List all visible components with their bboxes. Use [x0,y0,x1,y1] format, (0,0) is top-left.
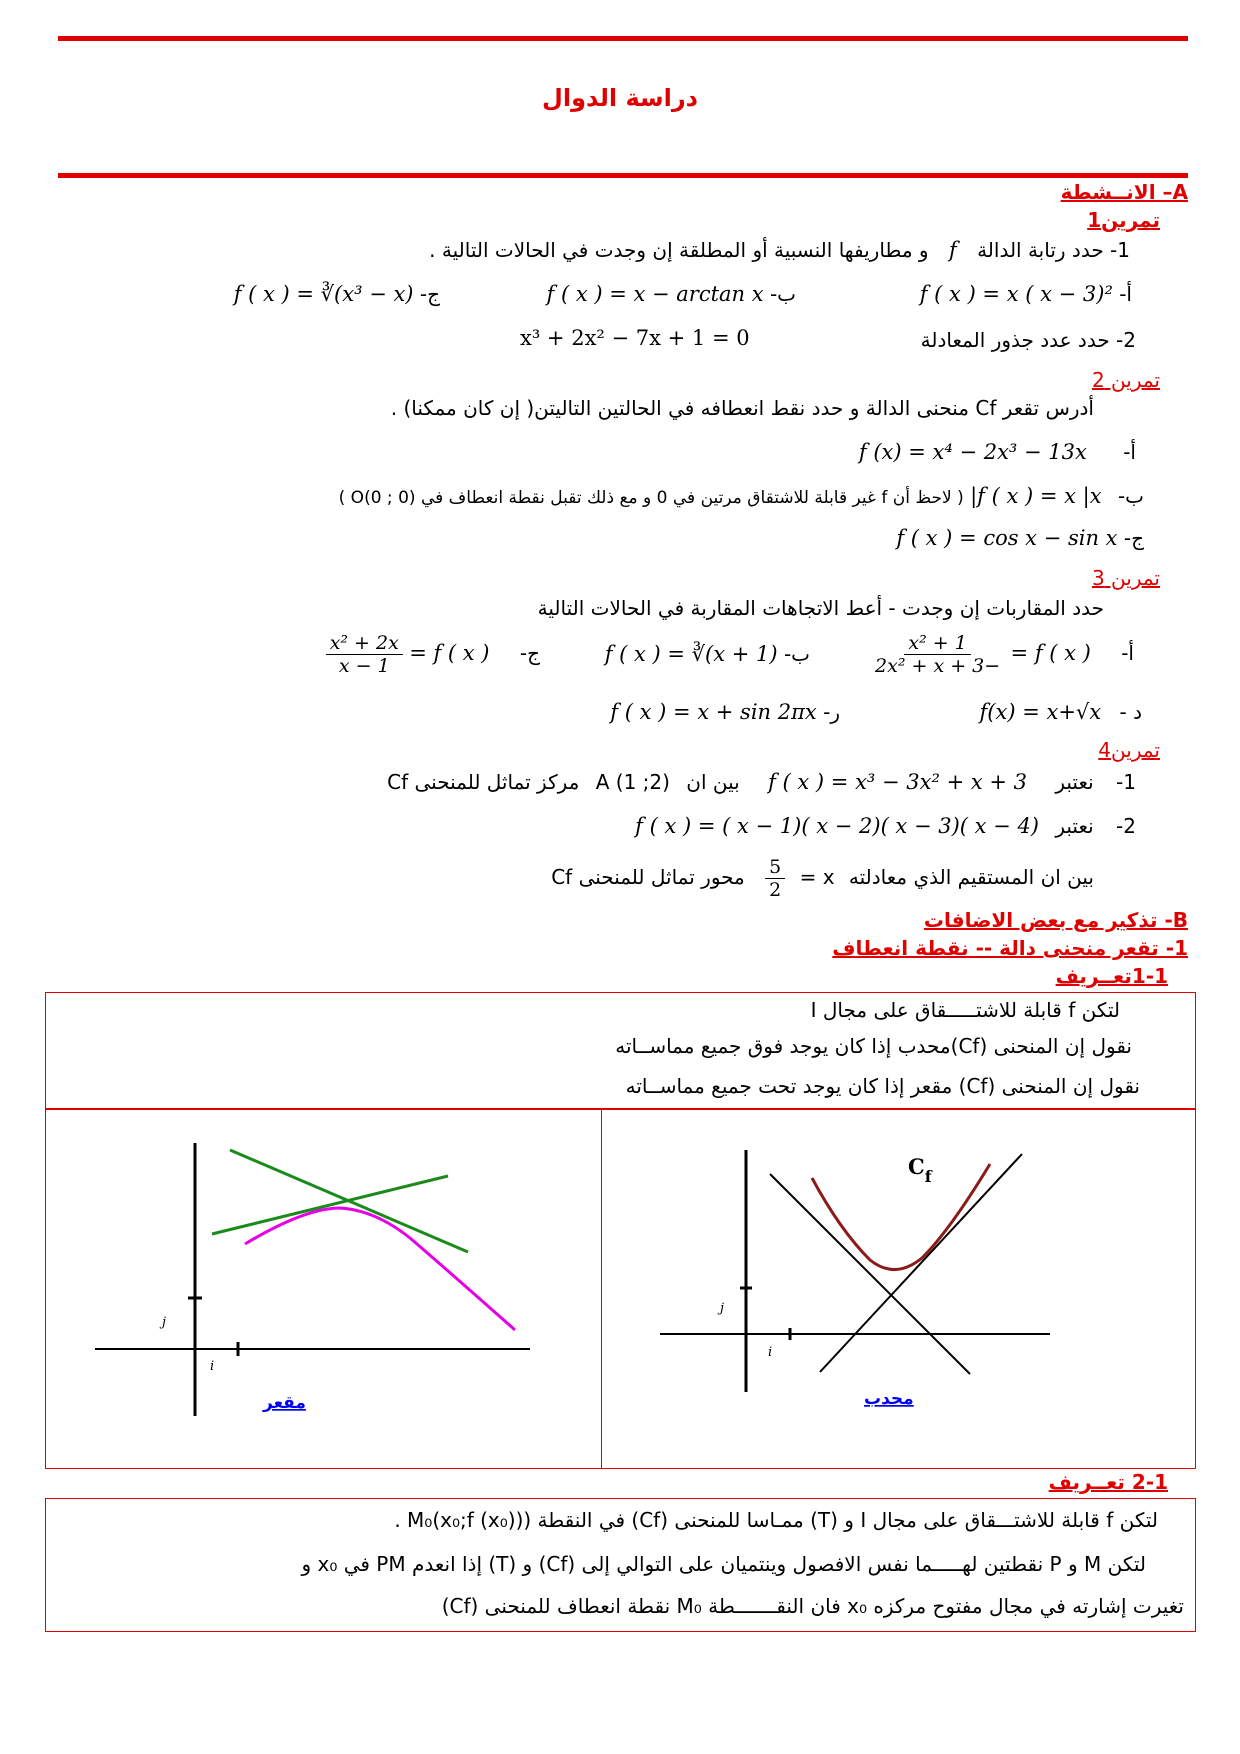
convex-line-1 [770,1174,970,1374]
section-b-heading: B- تذكير مع بعض الاضافات [923,908,1188,932]
ex2-question: أدرس تقعر Cf منحنى الدالة و حدد نقط انعطافه في الحالتين التاليتن( إن كان ممكنا) . [390,396,1094,420]
concave-tangent-2 [212,1176,448,1234]
second-rule [58,173,1188,178]
ex4-question-1: 1- نعتبر f ( x ) = x³ − 3x² + x + 3 بين ان A (1 ;2) مركز تماثل للمنحنى Cf [387,770,1136,794]
convex-figure [650,1140,1060,1430]
subsection-1-heading: 1- تقعر منحنى دالة -- نقطة انعطاف [832,936,1188,960]
def2-line-2: لتكن M و P نقطتين لهـــــما نفس الافصول وينتميان على التوالي إلى (Cf) و (T) إذا انعدم PM في x₀ و [301,1552,1146,1576]
page-title: دراسة الدوال [542,84,698,112]
def1-line-1: لتكن f قابلة للاشتـــــقاق على مجال I [810,998,1120,1022]
definition-1-heading: 1-1تعــريف [1055,964,1168,988]
ex1-equation: x³ + 2x² − 7x + 1 = 0 [520,326,750,350]
convex-caption: محدب [864,1389,914,1409]
concave-vector-j: j [162,1315,167,1330]
convex-cf-label: $C_f$ [908,1154,932,1186]
def2-line-3: تغيرت إشارته في مجال مفتوح مركزه x₀ فان النقـــــــطة M₀ نقطة انعطاف للمنحنى (Cf) [441,1594,1184,1618]
exercise-4-heading: تمرين4 [1098,738,1160,762]
convex-line-2 [820,1154,1022,1372]
convex-vector-i: i [768,1345,773,1360]
ex3-c-denominator: x − 1 [338,655,390,677]
top-rule [58,36,1188,41]
ex3-case-a: أ- f ( x ) = $\frac{\text{x² + 1}}{\text{−2x² + x + 3}}$ [871,632,1134,677]
concave-figure [90,1138,540,1428]
ex1-case-b: ب- f ( x ) = x − arctan x [546,282,796,306]
concave-caption: مقعر [263,1393,306,1413]
ex3-case-c: ج- f ( x ) = $\frac{\text{x² + 2x}}{x - 1}$ [326,632,540,677]
ex4-fraction-numerator: 5 [765,856,785,879]
concave-vector-i: i [210,1359,215,1374]
definition-2-heading: 2-1 تعــريف [1048,1470,1168,1494]
ex3-question: حدد المقاربات إن وجدت - أعط الاتجاهات المقاربة في الحالات التالية [537,596,1104,620]
ex3-case-d: د - f(x) = x+√x [979,700,1142,724]
ex3-case-b: ب- f ( x ) = ∛(x + 1) [604,642,810,666]
ex2-case-c: ج- f ( x ) = cos x − sin x [896,526,1144,550]
exercise-2-heading: تمرين 2 [1091,368,1160,392]
exercise-3-heading: تمرين 3 [1091,566,1160,590]
concave-curve [245,1208,515,1330]
exercise-1-heading: تمرين1 [1087,208,1160,232]
ex1-question-2: 2- حدد عدد جذور المعادلة [920,328,1136,352]
figures-divider [601,1108,602,1468]
def1-line-3: نقول إن المنحنى (Cf) مقعر إذا كان يوجد تحت جميع مماســاته [625,1074,1140,1098]
convex-vector-j: j [720,1301,725,1316]
ex3-a-denominator: −2x² + x + 3 [875,655,1001,677]
ex4-question-2: 2- نعتبر f ( x ) = ( x − 1)( x − 2)( x − 3)( x − 4) [635,814,1136,838]
def1-line-2: نقول إن المنحنى (Cf)محدب إذا كان يوجد فوق جميع مماســاته [615,1034,1132,1058]
section-a-heading: A– الانــشطة [1060,180,1188,204]
ex2-case-b: ب- f ( x ) = x |x| ( لاحظ أن f غير قابلة للاشتقاق مرتين في 0 و مع ذلك تقبل نقطة انعطاف في (0 ; 0)O ) [338,484,1144,508]
ex2-case-a: أ- f (x) = x⁴ − 2x³ − 13x [858,440,1136,464]
ex1-case-c: ج- f ( x ) = ∛(x³ − x) [233,282,440,306]
ex3-case-r: ر- f ( x ) = x + sin 2πx [610,700,840,724]
ex4-question-2b: بين ان المستقيم الذي معادلته x = $\frac{5}{2}$ محور تماثل للمنحنى Cf [551,856,1094,901]
ex3-a-numerator: x² + 1 [904,632,970,655]
ex1-question-1: 1- حدد رتابة الدالة f و مطاريفها النسبية أو المطلقة إن وجدت في الحالات التالية . [429,238,1130,262]
ex1-case-a: أ- f ( x ) = x ( x − 3)² [919,282,1132,306]
ex3-c-numerator: x² + 2x [326,632,403,655]
def2-line-1: لتكن f قابلة للاشتـــقاق على مجال I و (T) ممـاسا للمنحنى (Cf) في النقطة (M₀(x₀;f (x₀)) . [394,1508,1158,1532]
ex4-fraction-denominator: 2 [769,879,782,901]
